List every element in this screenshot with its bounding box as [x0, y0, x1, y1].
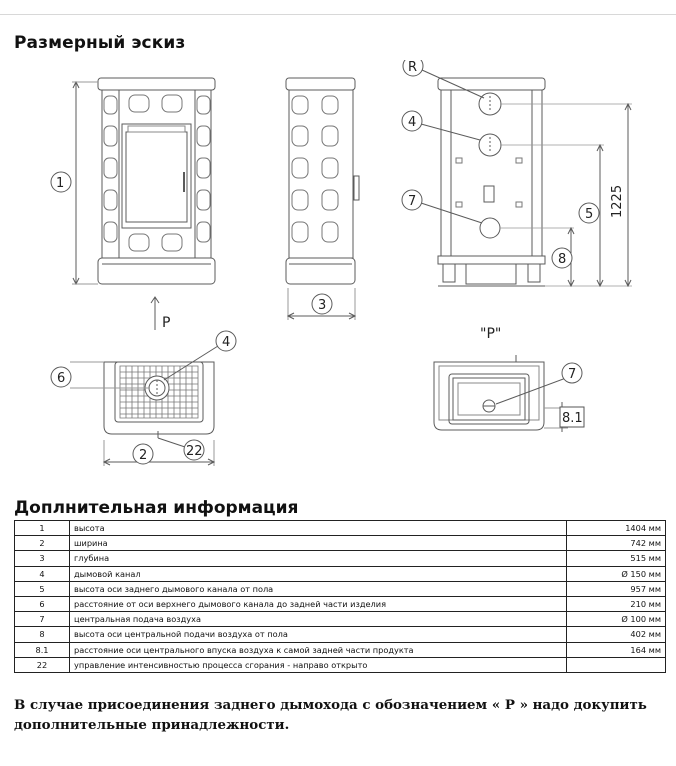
- cell-desc: глубина: [70, 551, 567, 566]
- table-row: [15, 642, 666, 657]
- dimension-sketch: [0, 60, 676, 480]
- cell-value: 1404 мм: [567, 521, 666, 536]
- cell-desc: центральная подача воздуха: [70, 612, 567, 627]
- cell-num: 8: [15, 627, 70, 642]
- cell-value: 515 мм: [567, 551, 666, 566]
- cell-num: 5: [15, 581, 70, 596]
- table-row: [15, 612, 666, 627]
- cell-value: 742 мм: [567, 536, 666, 551]
- cell-desc: расстояние оси центрального впуска воздуха к самой задней части продукта: [70, 642, 567, 657]
- cell-value: Ø 150 мм: [567, 566, 666, 581]
- front-view: [51, 78, 215, 330]
- info-heading: Доплнительная информация: [14, 498, 299, 518]
- callout-2: 2: [139, 448, 148, 463]
- note-text: В случае присоединения заднего дымохода с обозначением « P » надо докупить дополнительные принадлежности.: [14, 697, 647, 733]
- callout-6: 6: [57, 371, 66, 386]
- callout-3: 3: [318, 298, 327, 313]
- cell-value: 210 мм: [567, 596, 666, 611]
- callout-7-p: 7: [568, 367, 577, 382]
- cell-value: Ø 100 мм: [567, 612, 666, 627]
- callout-r: R: [408, 60, 418, 75]
- cell-desc: управление интенсивностью процесса сгорания - направо открыто: [70, 657, 567, 672]
- cell-desc: ширина: [70, 536, 567, 551]
- cell-desc: высота оси центральной подачи воздуха от пола: [70, 627, 567, 642]
- callout-1: 1: [56, 176, 65, 191]
- callout-8-1: 8.1: [562, 411, 583, 426]
- cell-num: 8.1: [15, 642, 70, 657]
- cell-value: 957 мм: [567, 581, 666, 596]
- dimension-1225: 1225: [610, 184, 625, 218]
- view-arrow-label: P: [162, 315, 171, 331]
- sketch-heading: Размерный эскиз: [14, 33, 186, 53]
- table-row: [15, 596, 666, 611]
- table-row: [15, 566, 666, 581]
- cell-desc: дымовой канал: [70, 566, 567, 581]
- callout-8: 8: [558, 252, 567, 267]
- top-view: [51, 331, 236, 466]
- top-divider: [0, 14, 676, 15]
- cell-desc: расстояние от оси верхнего дымового канала до задней части изделия: [70, 596, 567, 611]
- cell-num: 1: [15, 521, 70, 536]
- cell-value: 164 мм: [567, 642, 666, 657]
- cell-desc: высота: [70, 521, 567, 536]
- side-view: [286, 78, 359, 320]
- callout-22: 22: [186, 444, 203, 459]
- view-p-title: "P": [480, 326, 502, 342]
- table-row: [15, 521, 666, 536]
- cell-num: 22: [15, 657, 70, 672]
- cell-num: 4: [15, 566, 70, 581]
- table-row: [15, 581, 666, 596]
- rear-view: [402, 60, 632, 286]
- cell-num: 2: [15, 536, 70, 551]
- cell-num: 6: [15, 596, 70, 611]
- cell-num: 7: [15, 612, 70, 627]
- callout-4-rear: 4: [408, 115, 417, 130]
- cell-desc: высота оси заднего дымового канала от пола: [70, 581, 567, 596]
- table-row: [15, 657, 666, 672]
- cell-num: 3: [15, 551, 70, 566]
- info-table: [14, 520, 666, 673]
- table-row: [15, 536, 666, 551]
- cell-value: [567, 657, 666, 672]
- callout-7-rear: 7: [408, 194, 417, 209]
- table-row: [15, 627, 666, 642]
- callout-5: 5: [585, 207, 594, 222]
- cell-value: 402 мм: [567, 627, 666, 642]
- callout-4-top: 4: [222, 335, 231, 350]
- table-row: [15, 551, 666, 566]
